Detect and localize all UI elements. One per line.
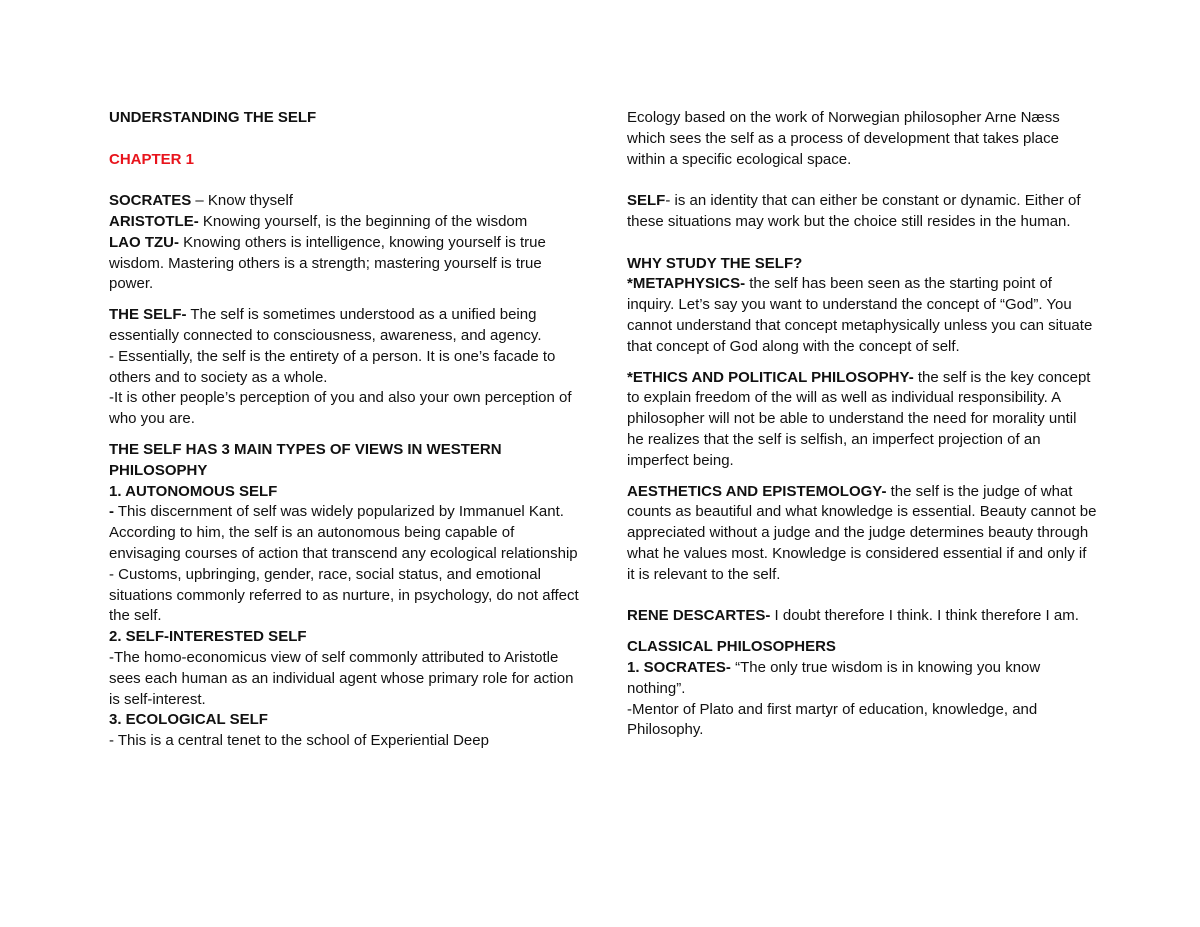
classical-socrates: 1. SOCRATES- “The only true wisdom is in knowing you know nothing”. xyxy=(627,658,1041,697)
classical-socrates-note: -Mentor of Plato and first martyr of education, knowledge, and Philosophy. xyxy=(627,700,1038,739)
chapter-heading: CHAPTER 1 xyxy=(109,150,195,168)
views-heading: THE SELF HAS 3 MAIN TYPES OF VIEWS IN WESTERN PHILOSOPHY xyxy=(109,440,502,479)
descartes-quote: RENE DESCARTES- I doubt therefore I think. I think therefore I am. xyxy=(627,607,1079,625)
socrates-quote: SOCRATES – Know thyself xyxy=(109,192,293,210)
autonomous-text-2: - Customs, upbringing, gender, race, social status, and emotional situations commonly referred to as nurture, in psychology, do not affect the self. xyxy=(109,565,579,625)
autonomous-heading: 1. AUTONOMOUS SELF xyxy=(109,482,278,500)
self-identity: SELF- is an identity that can either be constant or dynamic. Either of these situations may work but the choice still resides in the human. xyxy=(627,192,1081,230)
document-title: UNDERSTANDING THE SELF xyxy=(109,109,317,126)
self-point-2: -It is other people’s perception of you and also your own perception of who you are. xyxy=(109,389,572,428)
right-column xyxy=(627,108,1097,741)
autonomous-text-1: - This discernment of self was widely popularized by Immanuel Kant. According to him, the self is an autonomous being capable of envisaging courses of action that transcend any ecological relationship xyxy=(109,503,578,562)
self-definition: THE SELF- The self is sometimes understood as a unified being essentially connected to consciousness, awareness, and agency. xyxy=(109,306,542,344)
self-point-1: - Essentially, the self is the entirety of a person. It is one’s facade to others and to society as a whole. xyxy=(109,347,556,386)
ecological-text: - This is a central tenet to the school of Experiential Deep xyxy=(109,732,489,750)
ethics-text: *ETHICS AND POLITICAL PHILOSOPHY- the self is the key concept to explain freedom of the will as well as individual responsibility. A philosopher will not be able to understand the need for morality until he realizes that the self is selfish, an imperfect projection of an imperfect being. xyxy=(627,368,1091,469)
ecological-heading: 3. ECOLOGICAL SELF xyxy=(109,711,268,729)
why-study-heading: WHY STUDY THE SELF? xyxy=(627,254,803,272)
metaphysics-text: *METAPHYSICS- the self has been seen as the starting point of inquiry. Let’s say you want to understand the concept of “God”. You cannot understand that concept metaphysically unless you can situate that concept of God along with the concept of self. xyxy=(627,275,1093,355)
self-interested-heading: 2. SELF-INTERESTED SELF xyxy=(109,628,307,646)
classical-heading: CLASSICAL PHILOSOPHERS xyxy=(627,638,836,656)
aristotle-quote: ARISTOTLE- Knowing yourself, is the beginning of the wisdom xyxy=(109,212,528,230)
self-interested-text: -The homo-economicus view of self commonly attributed to Aristotle sees each human as an individual agent whose primary role for action is self-interest. xyxy=(109,648,574,708)
left-column xyxy=(109,108,579,752)
ecological-continued: Ecology based on the work of Norwegian philosopher Arne Næss which sees the self as a process of development that takes place within a specific ecological space. xyxy=(627,109,1060,168)
laotzu-quote: LAO TZU- Knowing others is intelligence, knowing yourself is true wisdom. Mastering others is a strength; mastering yourself is true power. xyxy=(109,233,546,293)
aesthetics-text: AESTHETICS AND EPISTEMOLOGY- the self is the judge of what counts as beautiful and what knowledge is essential. Beauty cannot be appreciated without a judge and the judge determines beauty through what he values most. Knowledge is considered essential if and only if it is relevant to the self. xyxy=(627,482,1097,583)
